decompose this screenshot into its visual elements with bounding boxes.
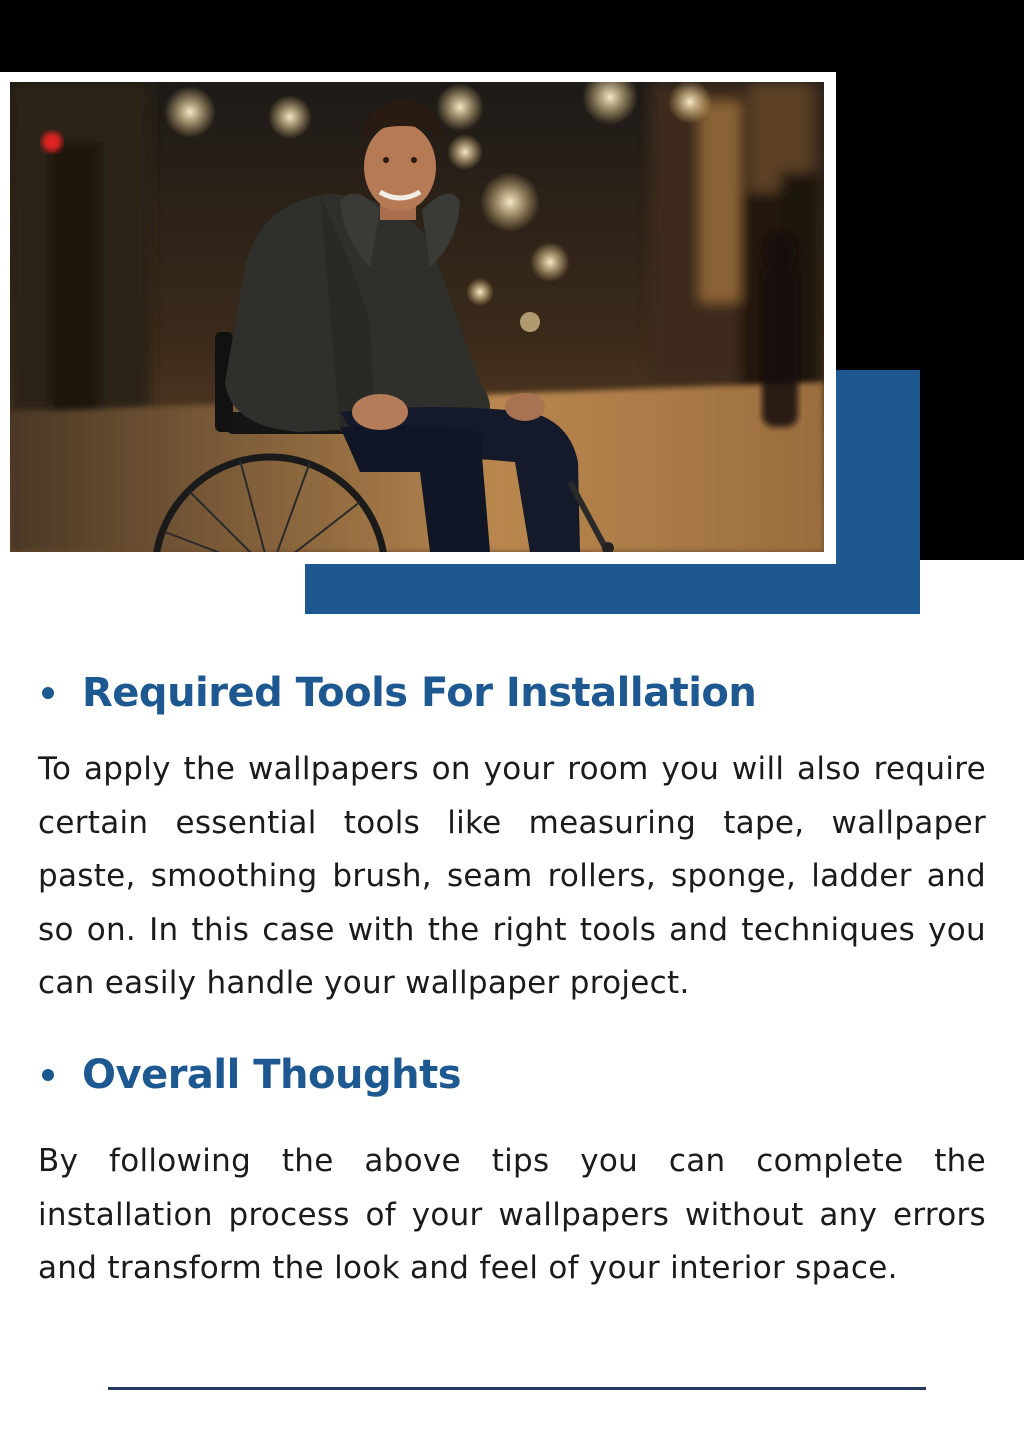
top-black-band — [0, 0, 1024, 72]
bullet-icon — [42, 1069, 54, 1081]
heading-text: Overall Thoughts — [82, 1052, 462, 1098]
section-body-overall-thoughts: By following the above tips you can complete the installation process of your wallpapers without any errors and transform the look and feel of your interior space. — [38, 1143, 986, 1286]
wheelchair-user-photo — [10, 82, 824, 552]
section-heading-overall-thoughts — [38, 1052, 461, 1098]
bottom-divider — [108, 1387, 926, 1390]
section-body-required-tools: To apply the wallpapers on your room you will also require certain essential tools like measuring tape, wallpaper paste, smoothing brush, seam rollers, sponge, ladder and so on. In this case with the right tools and techniques you can easily handle your wallpaper project. — [38, 751, 986, 1001]
photo-illustration — [10, 82, 824, 552]
bullet-icon — [42, 687, 54, 699]
heading-text: Required Tools For Installation — [82, 670, 757, 716]
section-heading-required-tools — [38, 670, 756, 716]
photo-frame — [0, 72, 836, 564]
